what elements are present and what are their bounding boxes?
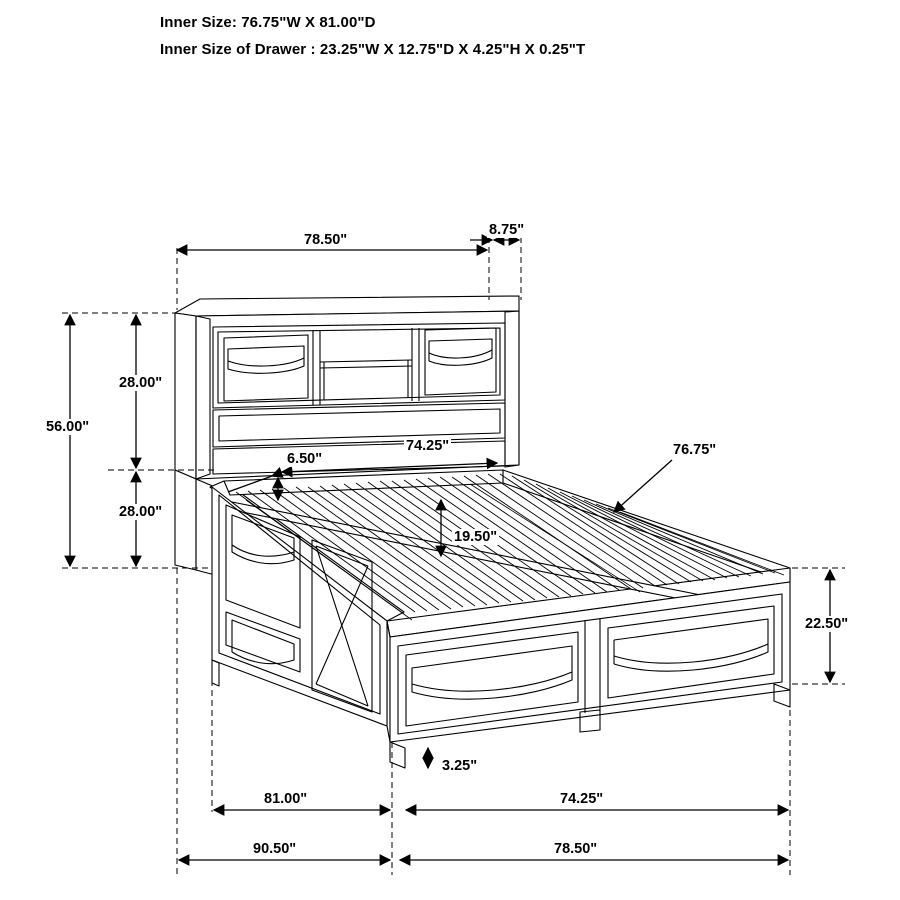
dim-footboard-height: 22.50" — [805, 616, 849, 632]
dim-overall-length: 90.50" — [253, 841, 297, 857]
dim-side-length: 81.00" — [264, 791, 308, 807]
dim-top-overhang: 8.75" — [489, 222, 525, 238]
dim-mattress-width: 76.75" — [673, 442, 717, 458]
dim-foot-width: 74.25" — [560, 791, 604, 807]
dim-headboard-total: 56.00" — [46, 419, 90, 435]
dim-top-width: 78.50" — [304, 232, 348, 248]
dim-overall-width: 78.50" — [554, 841, 598, 857]
dim-headboard-upper: 28.00" — [119, 375, 163, 391]
inner-drawer-size-text: Inner Size of Drawer : 23.25"W X 12.75"D X 4.25"H X 0.25"T — [160, 41, 586, 58]
dim-deck-height: 19.50" — [454, 529, 498, 545]
dim-slat-width: 74.25" — [406, 438, 450, 454]
inner-size-text: Inner Size: 76.75"W X 81.00"D — [160, 14, 376, 31]
dim-foot-clearance: 3.25" — [442, 758, 478, 774]
dim-rail-offset: 6.50" — [287, 451, 323, 467]
dim-headboard-lower: 28.00" — [119, 504, 163, 520]
